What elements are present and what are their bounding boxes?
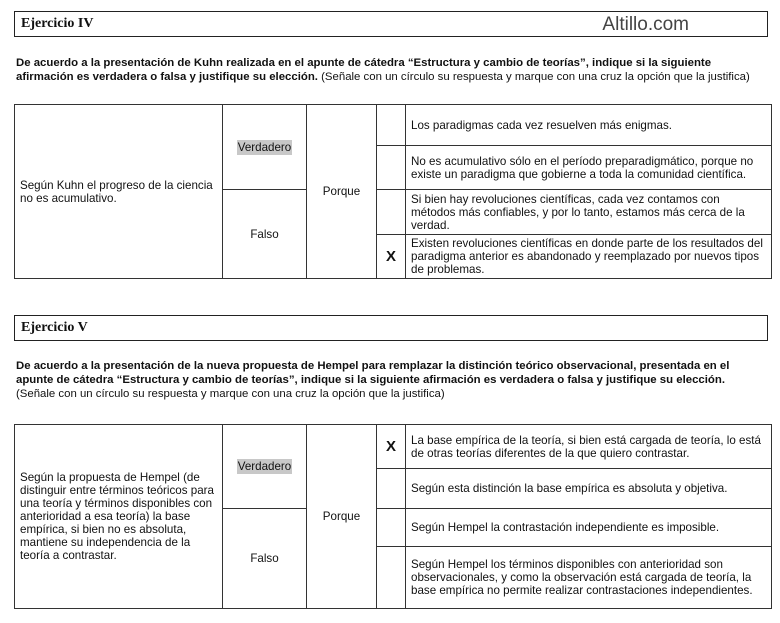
- ex5-because: Porque: [307, 425, 377, 609]
- exercise-4-header: [14, 11, 768, 37]
- ex5-mark-2[interactable]: [377, 469, 406, 509]
- instr5-line2: apunte de cátedra “Estructura y cambio de teorías”, indique si la siguiente afirmación es verdadera o falsa y justifique su elección.: [16, 374, 725, 386]
- ex5-option-1: La base empírica de la teoría, si bien está cargada de teoría, lo está de otras teorías diferentes de la que quiero contrastar.: [406, 425, 772, 469]
- instr5-line1: De acuerdo a la presentación de la nueva propuesta de Hempel para remplazar la distinción teórico observacional, presentada en el: [16, 360, 730, 372]
- ex5-option-2: Según esta distinción la base empírica es absoluta y objetiva.: [406, 469, 772, 509]
- instr4-note: (Señale con un círculo su respuesta y marque con una cruz la opción que la justifica): [317, 71, 750, 83]
- watermark-logo: Altillo.com: [602, 14, 689, 35]
- exercise-4-table: [14, 104, 772, 279]
- ex4-statement: Según Kuhn el progreso de la ciencia no es acumulativo.: [15, 105, 223, 279]
- ex4-option-3: Si bien hay revoluciones científicas, cada vez contamos con métodos más confiables, y por lo tanto, estamos más cerca de la verdad.: [406, 190, 772, 235]
- exercise-5-instructions: [16, 359, 771, 401]
- ex4-true-cell[interactable]: [223, 105, 307, 190]
- ex4-mark-4[interactable]: X: [377, 235, 406, 279]
- ex5-option-3: Según Hempel la contrastación independiente es imposible.: [406, 509, 772, 547]
- ex4-option-2: No es acumulativo sólo en el período preparadigmático, porque no existe un paradigma que gobierne a toda la comunidad científica.: [406, 146, 772, 190]
- ex5-true-cell[interactable]: [223, 425, 307, 509]
- ex5-option-4: Según Hempel los términos disponibles con anterioridad son observacionales, y como la observación está cargada de teoría, la base empírica no permite realizar contrastaciones independientes.: [406, 547, 772, 609]
- exercise-5-header: [14, 315, 768, 341]
- exercise-4-title: Ejercicio IV: [21, 16, 94, 31]
- instr4-line1: De acuerdo a la presentación de Kuhn realizada en el apunte de cátedra “Estructura y cambio de teorías”, indique si la siguiente: [16, 57, 712, 69]
- ex4-false-cell[interactable]: Falso: [223, 190, 307, 279]
- ex5-mark-4[interactable]: [377, 547, 406, 609]
- exercise-5-table: [14, 424, 772, 609]
- ex5-true-label: Verdadero: [237, 460, 292, 473]
- exercise-4-instructions: [16, 56, 771, 84]
- ex4-because: Porque: [307, 105, 377, 279]
- ex4-mark-3[interactable]: [377, 190, 406, 235]
- exercise-5-title: Ejercicio V: [21, 320, 88, 335]
- ex5-mark-3[interactable]: [377, 509, 406, 547]
- ex5-mark-1[interactable]: X: [377, 425, 406, 469]
- ex4-mark-2[interactable]: [377, 146, 406, 190]
- ex4-option-1: Los paradigmas cada vez resuelven más enigmas.: [406, 105, 772, 146]
- ex5-statement: Según la propuesta de Hempel (de distinguir entre términos teóricos para una teoría y términos disponibles con anterioridad a esa teoría) la base empírica, si bien no es absoluta, mantiene su independencia de la teoría a contrastar.: [15, 425, 223, 609]
- ex5-false-cell[interactable]: Falso: [223, 509, 307, 609]
- instr4-line2: afirmación es verdadera o falsa y justifique su elección.: [16, 71, 318, 83]
- ex4-true-label: Verdadero: [237, 140, 292, 154]
- ex4-option-4: Existen revoluciones científicas en donde parte de los resultados del paradigma anterior es abandonado y reemplazado por nuevos tipos de problemas.: [406, 235, 772, 279]
- instr5-note: (Señale con un círculo su respuesta y marque con una cruz la opción que la justifica): [16, 388, 445, 400]
- ex4-mark-1[interactable]: [377, 105, 406, 146]
